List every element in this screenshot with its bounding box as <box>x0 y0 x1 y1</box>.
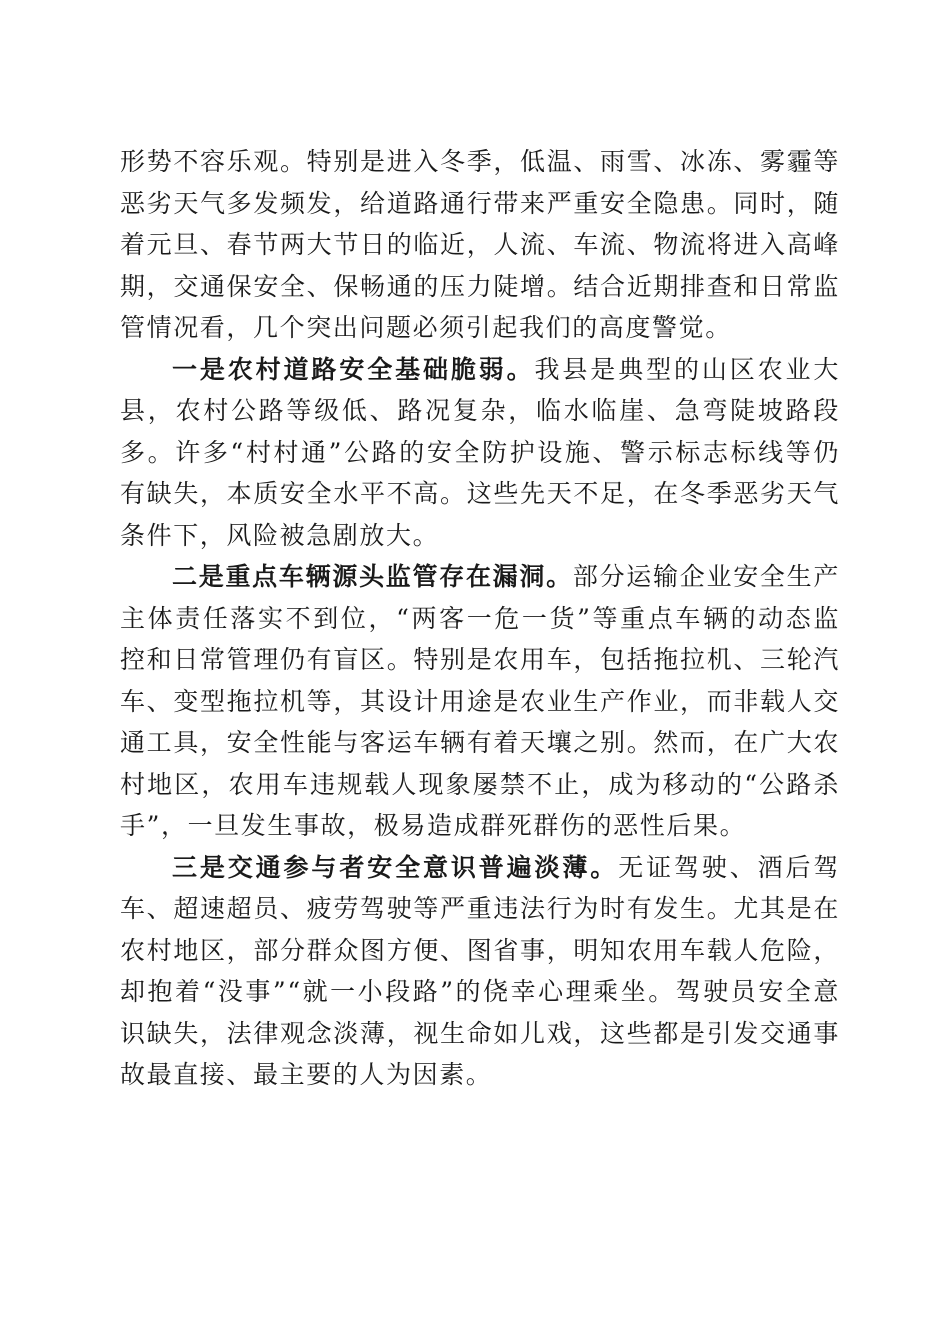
paragraph-safety-awareness-text: 无证驾驶、酒后驾车、超速超员、疲劳驾驶等严重违法行为时有发生。尤其是在农村地区，部分群众图方便、图省事，明知农用车载人危险，却抱着“没事”“就一小段路”的侥幸心理乘坐。驾驶员安全意识缺失，法律观念淡薄，视生命如儿戏，这些都是引发交通事故最直接、最主要的人为因素。 <box>120 852 840 1089</box>
paragraph-vehicle-supervision-text: 部分运输企业安全生产主体责任落实不到位，“两客一危一货”等重点车辆的动态监控和日常管理仍有盲区。特别是农用车，包括拖拉机、三轮汽车、变型拖拉机等，其设计用途是农业生产作业，而非载人交通工具，安全性能与客运车辆有着天壤之别。然而，在广大农村地区，农用车违规载人现象屡禁不止，成为移动的“公路杀手”，一旦发生事故，极易造成群死群伤的恶性后果。 <box>120 562 840 840</box>
paragraph-safety-awareness <box>120 847 840 1096</box>
paragraph-vehicle-supervision-heading: 二是重点车辆源头监管存在漏洞。 <box>172 562 573 591</box>
document-page <box>120 141 840 1096</box>
paragraph-rural-roads-text: 我县是典型的山区农业大县，农村公路等级低、路况复杂，临水临崖、急弯陡坡路段多。许多“村村通”公路的安全防护设施、警示标志标线等仍有缺失，本质安全水平不高。这些先天不足，在冬季恶劣天气条件下，风险被急剧放大。 <box>120 354 840 550</box>
paragraph-rural-roads <box>120 349 840 557</box>
paragraph-situation-text: 形势不容乐观。特别是进入冬季，低温、雨雪、冰冻、雾霾等恶劣天气多发频发，给道路通行带来严重安全隐患。同时，随着元旦、春节两大节日的临近，人流、车流、物流将进入高峰期，交通保安全、保畅通的压力陡增。结合近期排查和日常监管情况看，几个突出问题必须引起我们的高度警觉。 <box>120 147 840 342</box>
paragraph-vehicle-supervision <box>120 556 840 847</box>
paragraph-safety-awareness-heading: 三是交通参与者安全意识普遍淡薄。 <box>172 852 619 882</box>
paragraph-rural-roads-heading: 一是农村道路安全基础脆弱。 <box>172 354 535 384</box>
paragraph-situation <box>120 141 840 349</box>
